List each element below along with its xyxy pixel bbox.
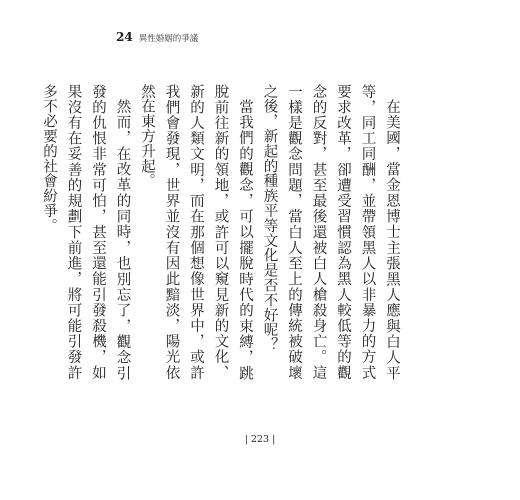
page-number-value: 223 bbox=[250, 434, 270, 445]
paragraph: 當我們的觀念，可以擺脫時代的束縛，跳脫前往新的領地，或許可以窺見新的文化、新的人類文明，而在那個想像世界中，或許我們會發現，世界並沒有因此黯淡，陽光依然在東方升起。 bbox=[139, 84, 253, 380]
paragraph: 在美國，當金恩博士主張黑人應與白人平等，同工同酬，並帶領黑人以非暴力的方式要求改革，卻遭受習慣認為黑人較低等的觀念的反對，甚至最後還被白人槍殺身亡。這一樣是觀念問題，當白人至上的傳統被破壞之後，新起的種族平等文化是否不好呢？ bbox=[261, 84, 400, 380]
page-number bbox=[0, 434, 520, 445]
page-number-open: | bbox=[244, 434, 251, 445]
running-head bbox=[116, 30, 198, 44]
paragraph: 然而，在改革的同時，也別忘了，觀念引發的仇恨非常可怕，甚至還能引發殺機，如果沒有在妥善的規劃下前進，將可能引發許多不必要的社會紛爭。 bbox=[41, 84, 131, 380]
body-text bbox=[37, 84, 405, 380]
chapter-title: 異性婚姻的爭議 bbox=[138, 34, 199, 44]
page-number-close: | bbox=[269, 434, 276, 445]
chapter-number: 24 bbox=[116, 30, 133, 44]
